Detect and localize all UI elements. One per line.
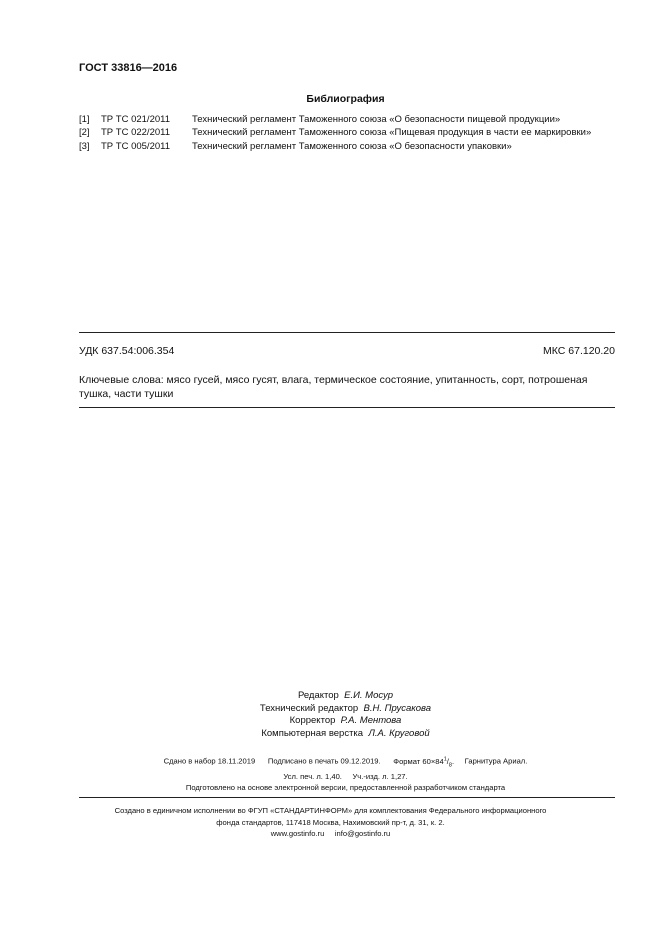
publisher-line-3 [0, 828, 661, 840]
staff-name: Л.А. Круговой [368, 727, 430, 739]
staff-name: Е.И. Мосур [344, 690, 394, 701]
publisher-info [0, 805, 661, 840]
publisher-line-1: Создано в единичном исполнении во ФГУП «СТАНДАРТИНФОРМ» для комплектования Федерального информационного [114, 806, 547, 815]
print-info [0, 754, 661, 793]
publisher-email-link[interactable]: info@gostinfo.ru [334, 829, 391, 838]
staff-name: Р.А. Ментова [340, 715, 402, 726]
print-typeset-date: Сдано в набор 18.11.2019 [163, 756, 256, 766]
udk-code: УДК 637.54:006.354 [79, 345, 175, 357]
print-typeface: Гарнитура Ариал. [464, 756, 528, 766]
bibliography-item-code: ТР ТС 005/2011 [101, 141, 171, 152]
print-format: Формат $60\times 84^1/_8$. [393, 756, 455, 769]
print-info-line-1 [30, 754, 661, 771]
staff-editor [30, 690, 661, 703]
bibliography-item-number: [1] [79, 114, 90, 125]
print-info-line-3: Подготовлено на основе электронной версии, предоставленной разработчиком стандарта [185, 783, 506, 793]
bibliography-item-code: ТР ТС 021/2011 [101, 114, 171, 125]
staff-list [0, 690, 661, 740]
bibliography-item-number: [2] [79, 127, 90, 138]
publisher-line-2: фонда стандартов, 117418 Москва, Нахимовский пр-т, д. 31, к. 2. [216, 817, 445, 827]
bibliography-item-code: ТР ТС 022/2011 [101, 127, 171, 138]
keywords: Ключевые слова: мясо гусей, мясо гусят, влага, термическое состояние, упитанность, сорт, потрошеная тушка, части тушки [79, 374, 588, 400]
staff-role: Редактор [297, 690, 339, 701]
staff-role: Технический редактор [259, 702, 359, 714]
bibliography-item-number: [3] [79, 141, 90, 152]
divider-bottom [79, 797, 615, 798]
staff-name: В.Н. Прусакова [363, 702, 432, 714]
print-signed-date: Подписано в печать 09.12.2019. [267, 756, 381, 766]
divider-middle [79, 407, 615, 408]
staff-role: Компьютерная верстка [261, 727, 364, 739]
publisher-website-link[interactable]: www.gostinfo.ru [270, 829, 325, 838]
staff-tech-editor [30, 703, 661, 716]
print-info-line-2: Усл. печ. л. 1,40. Уч.-изд. л. 1,27. [283, 772, 408, 782]
document-code: ГОСТ 33816—2016 [79, 62, 178, 74]
divider-top [79, 332, 615, 333]
bibliography-title: Библиография [306, 93, 385, 105]
bibliography-item-title: Технический регламент Таможенного союза «О безопасности упаковки» [192, 141, 512, 152]
bibliography-item-title: Технический регламент Таможенного союза «О безопасности пищевой продукции» [192, 114, 561, 125]
bibliography-item-title: Технический регламент Таможенного союза «Пищевая продукция в части ее маркировки» [192, 127, 592, 138]
staff-role: Корректор [289, 715, 336, 726]
mks-code: МКС 67.120.20 [543, 345, 615, 357]
staff-corrector [30, 715, 661, 728]
staff-layout [30, 728, 661, 741]
